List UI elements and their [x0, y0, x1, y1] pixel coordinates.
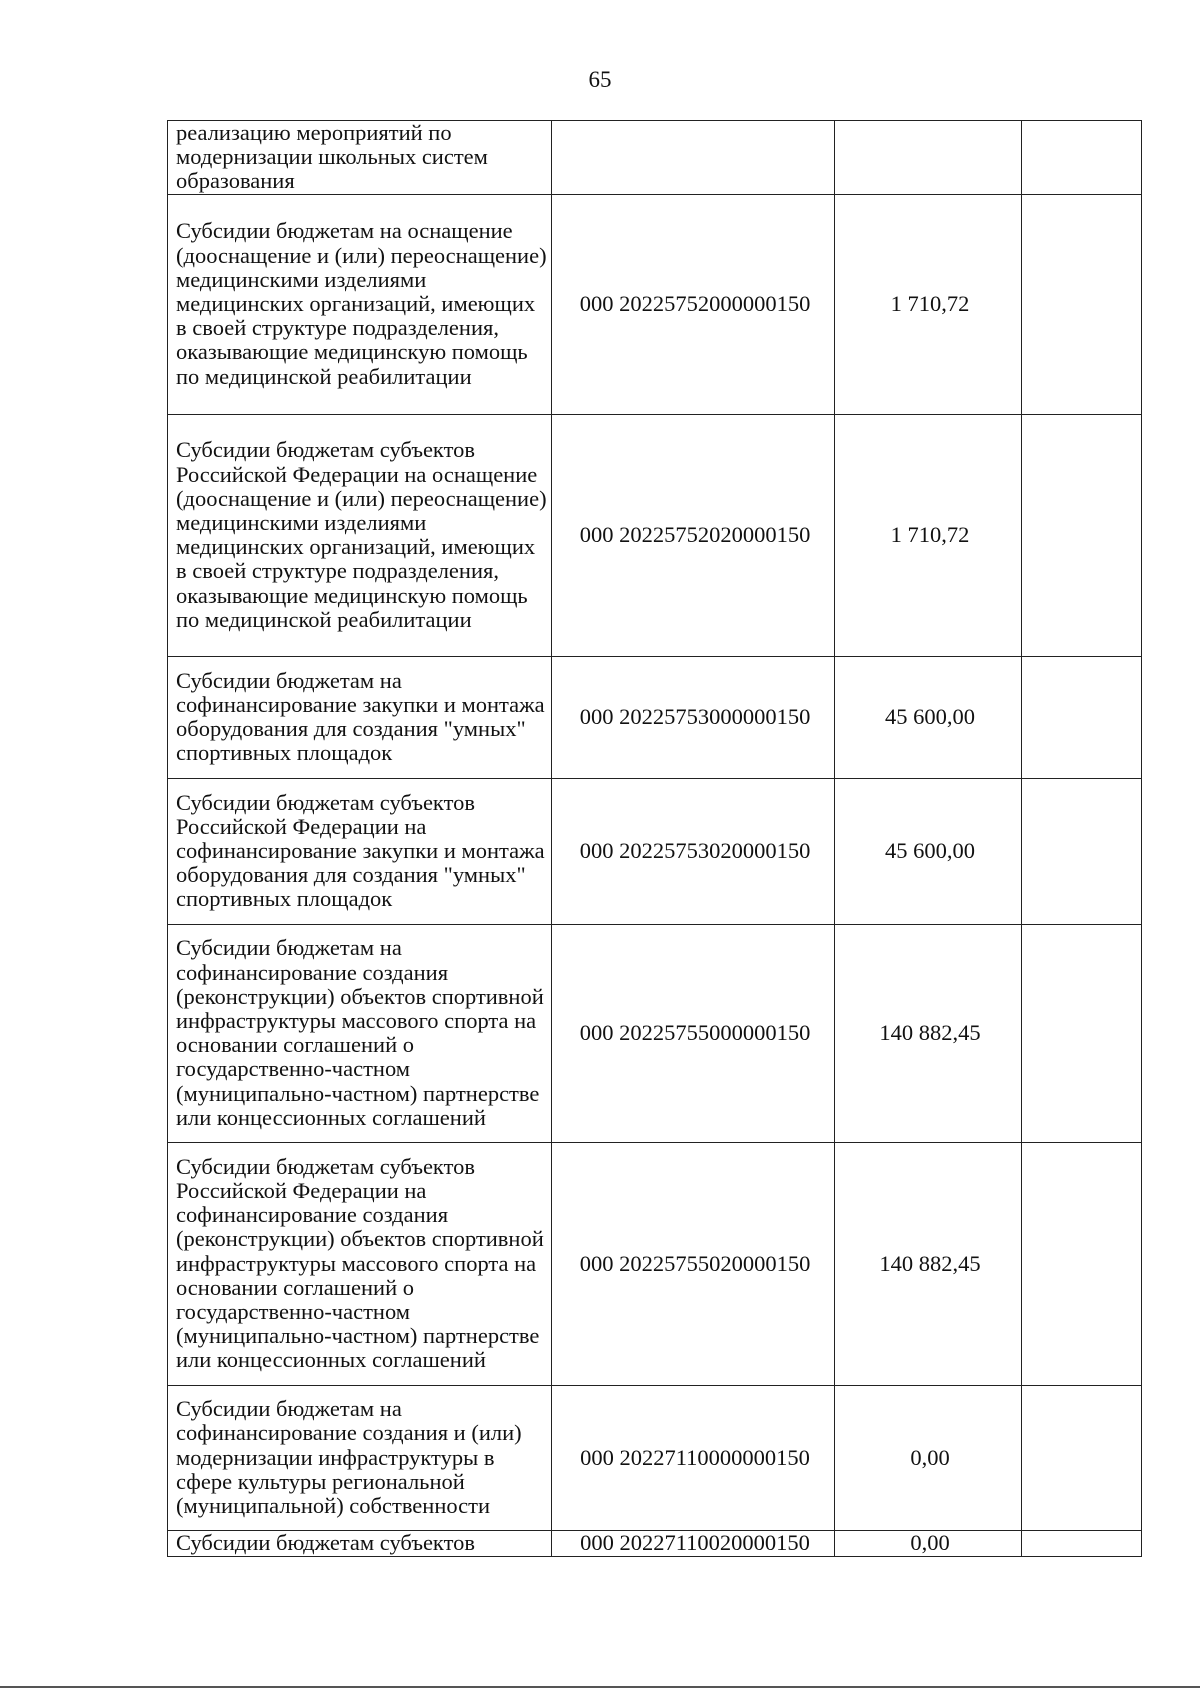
table-row [168, 414, 1142, 656]
row-extra [1022, 1142, 1142, 1385]
row-code: 000 20227110000000150 [552, 1385, 835, 1530]
row-description: Субсидии бюджетам на оснащение (дооснащение и (или) переоснащение) медицинскими изделиями медицинских организаций, имеющих в своей структуре подразделения, оказывающие медицинскую помощь по медицинской реабилитации [168, 194, 552, 414]
scan-bottom-edge [0, 1686, 1200, 1688]
row-extra [1022, 414, 1142, 656]
row-code: 000 20225752000000150 [552, 194, 835, 414]
row-extra [1022, 194, 1142, 414]
row-extra [1022, 1530, 1142, 1556]
row-description: Субсидии бюджетам субъектов Российской Федерации на софинансирование создания (реконструкции) объектов спортивной инфраструктуры массового спорта на основании соглашений о государственно-частном (муниципально-частном) партнерстве или концессионных соглашений [168, 1142, 552, 1385]
row-description: Субсидии бюджетам субъектов Российской Федерации на софинансирование закупки и монтажа оборудования для создания "умных" спортивных площадок [168, 778, 552, 924]
row-code: 000 20225753000000150 [552, 656, 835, 778]
table-row [168, 194, 1142, 414]
row-description: Субсидии бюджетам на софинансирование создания и (или) модернизации инфраструктуры в сфере культуры региональной (муниципальной) собственности [168, 1385, 552, 1530]
row-description: реализацию мероприятий по модернизации школьных систем образования [168, 121, 552, 195]
row-extra [1022, 1385, 1142, 1530]
table-row [168, 924, 1142, 1142]
row-code [552, 121, 835, 195]
row-extra [1022, 656, 1142, 778]
row-code: 000 20225753020000150 [552, 778, 835, 924]
row-amount: 140 882,45 [835, 924, 1022, 1142]
row-description: Субсидии бюджетам субъектов [168, 1530, 552, 1556]
table-row [168, 121, 1142, 195]
row-code: 000 20225755000000150 [552, 924, 835, 1142]
row-description: Субсидии бюджетам на софинансирование закупки и монтажа оборудования для создания "умных" спортивных площадок [168, 656, 552, 778]
row-amount: 0,00 [835, 1385, 1022, 1530]
table-row [168, 1385, 1142, 1530]
row-amount: 1 710,72 [835, 414, 1022, 656]
table-row [168, 778, 1142, 924]
row-code: 000 20225752020000150 [552, 414, 835, 656]
table-row [168, 1142, 1142, 1385]
row-description: Субсидии бюджетам на софинансирование создания (реконструкции) объектов спортивной инфраструктуры массового спорта на основании соглашений о государственно-частном (муниципально-частном) партнерстве или концессионных соглашений [168, 924, 552, 1142]
table-row [168, 656, 1142, 778]
row-amount [835, 121, 1022, 195]
table-row [168, 1530, 1142, 1556]
row-extra [1022, 778, 1142, 924]
row-code: 000 20227110020000150 [552, 1530, 835, 1556]
row-amount: 1 710,72 [835, 194, 1022, 414]
row-amount: 45 600,00 [835, 778, 1022, 924]
row-description: Субсидии бюджетам субъектов Российской Федерации на оснащение (дооснащение и (или) переоснащение) медицинскими изделиями медицинских организаций, имеющих в своей структуре подразделения, оказывающие медицинскую помощь по медицинской реабилитации [168, 414, 552, 656]
row-code: 000 20225755020000150 [552, 1142, 835, 1385]
page-number: 65 [588, 67, 612, 92]
row-amount: 45 600,00 [835, 656, 1022, 778]
row-amount: 140 882,45 [835, 1142, 1022, 1385]
row-extra [1022, 924, 1142, 1142]
row-amount: 0,00 [835, 1530, 1022, 1556]
row-extra [1022, 121, 1142, 195]
budget-table [167, 120, 1142, 1557]
